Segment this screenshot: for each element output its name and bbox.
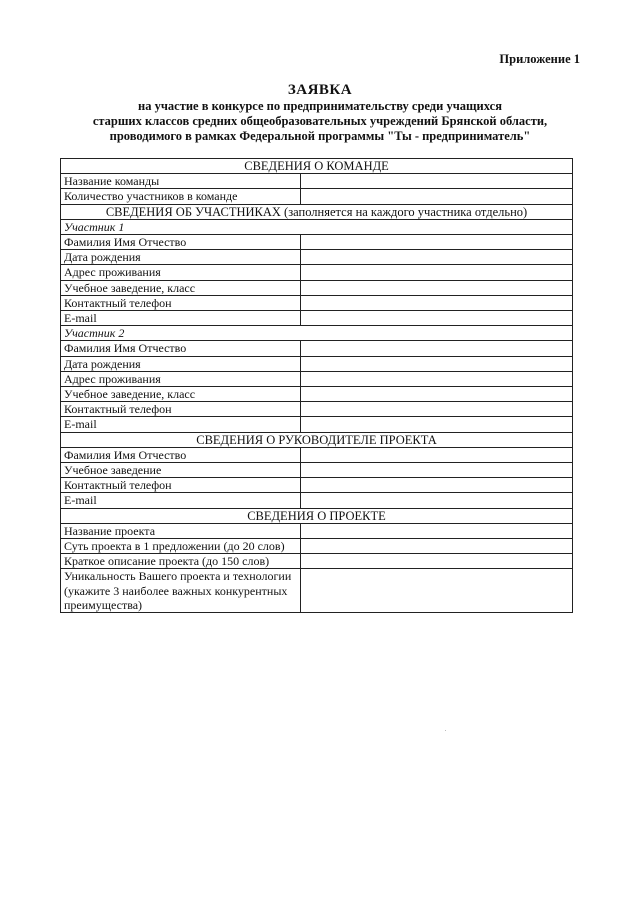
section-heading-team: СВЕДЕНИЯ О КОМАНДЕ [61, 159, 573, 174]
table-row [61, 387, 573, 402]
participant2-school-field[interactable] [301, 387, 573, 402]
project-essence-field[interactable] [301, 539, 573, 554]
participant1-birthdate-field[interactable] [301, 250, 573, 265]
participant2-email-field[interactable] [301, 417, 573, 432]
project-description-field[interactable] [301, 554, 573, 569]
participant-header-row [61, 326, 573, 341]
table-row [61, 235, 573, 250]
team-name-field[interactable] [301, 174, 573, 189]
table-row [61, 523, 573, 538]
table-row [61, 341, 573, 356]
field-label: Краткое описание проекта (до 150 слов) [61, 554, 301, 569]
section-heading-leader: СВЕДЕНИЯ О РУКОВОДИТЕЛЕ ПРОЕКТА [61, 432, 573, 447]
form-subtitle [0, 99, 640, 144]
table-row [61, 539, 573, 554]
field-label: Адрес проживания [61, 371, 301, 386]
field-label: Фамилия Имя Отчество [61, 447, 301, 462]
subtitle-line: старших классов средних общеобразовательных учреждений Брянской области, [92, 114, 548, 128]
table-row [61, 174, 573, 189]
table-row [61, 356, 573, 371]
field-label: Контактный телефон [61, 295, 301, 310]
table-row [61, 447, 573, 462]
project-name-field[interactable] [301, 523, 573, 538]
participant1-email-field[interactable] [301, 311, 573, 326]
section-row-project [61, 508, 573, 523]
leader-email-field[interactable] [301, 493, 573, 508]
participant2-address-field[interactable] [301, 371, 573, 386]
appendix-label: Приложение 1 [499, 52, 580, 66]
table-row [61, 280, 573, 295]
participant1-address-field[interactable] [301, 265, 573, 280]
participant2-birthdate-field[interactable] [301, 356, 573, 371]
field-label: Контактный телефон [61, 478, 301, 493]
field-label: Адрес проживания [61, 265, 301, 280]
table-row [61, 371, 573, 386]
field-label: Фамилия Имя Отчество [61, 235, 301, 250]
form-title: ЗАЯВКА [287, 82, 353, 98]
table-row [61, 478, 573, 493]
field-label: Учебное заведение, класс [61, 280, 301, 295]
table-row [61, 189, 573, 204]
participant1-school-field[interactable] [301, 280, 573, 295]
participant2-phone-field[interactable] [301, 402, 573, 417]
leader-fullname-field[interactable] [301, 447, 573, 462]
table-row [61, 417, 573, 432]
field-label: Дата рождения [61, 356, 301, 371]
participant-label: Участник 1 [61, 219, 573, 234]
table-row [61, 463, 573, 478]
field-label: Название команды [61, 174, 301, 189]
scan-speck [445, 730, 446, 731]
participant-label: Участник 2 [61, 326, 573, 341]
table-row [61, 295, 573, 310]
leader-phone-field[interactable] [301, 478, 573, 493]
section-heading-project: СВЕДЕНИЯ О ПРОЕКТЕ [61, 508, 573, 523]
field-label: Уникальность Вашего проекта и технологии (укажите 3 наиболее важных конкурентных преимущества) [61, 569, 301, 613]
participant2-fullname-field[interactable] [301, 341, 573, 356]
table-row [61, 250, 573, 265]
field-label: Суть проекта в 1 предложении (до 20 слов) [61, 539, 301, 554]
field-label: E-mail [61, 493, 301, 508]
subtitle-line: на участие в конкурсе по предпринимательству среди учащихся [138, 99, 502, 113]
team-size-field[interactable] [301, 189, 573, 204]
participant1-phone-field[interactable] [301, 295, 573, 310]
table-row [61, 311, 573, 326]
table-row [61, 493, 573, 508]
table-row [61, 402, 573, 417]
table-row [61, 554, 573, 569]
field-label: Учебное заведение, класс [61, 387, 301, 402]
field-label: E-mail [61, 311, 301, 326]
field-label: Название проекта [61, 523, 301, 538]
field-label: Учебное заведение [61, 463, 301, 478]
leader-school-field[interactable] [301, 463, 573, 478]
participant1-fullname-field[interactable] [301, 235, 573, 250]
project-uniqueness-field[interactable] [301, 569, 573, 613]
field-label: Фамилия Имя Отчество [61, 341, 301, 356]
table-row [61, 569, 573, 613]
table-row [61, 265, 573, 280]
field-label: Контактный телефон [61, 402, 301, 417]
section-heading-participants: СВЕДЕНИЯ ОБ УЧАСТНИКАХ (заполняется на каждого участника отдельно) [61, 204, 573, 219]
subtitle-line: проводимого в рамках Федеральной программы "Ты - предприниматель" [109, 129, 531, 143]
field-label: Количество участников в команде [61, 189, 301, 204]
participant-header-row [61, 219, 573, 234]
section-row-participants [61, 204, 573, 219]
application-form-table [60, 158, 573, 613]
section-row-team [61, 159, 573, 174]
field-label: Дата рождения [61, 250, 301, 265]
section-row-leader [61, 432, 573, 447]
field-label: E-mail [61, 417, 301, 432]
